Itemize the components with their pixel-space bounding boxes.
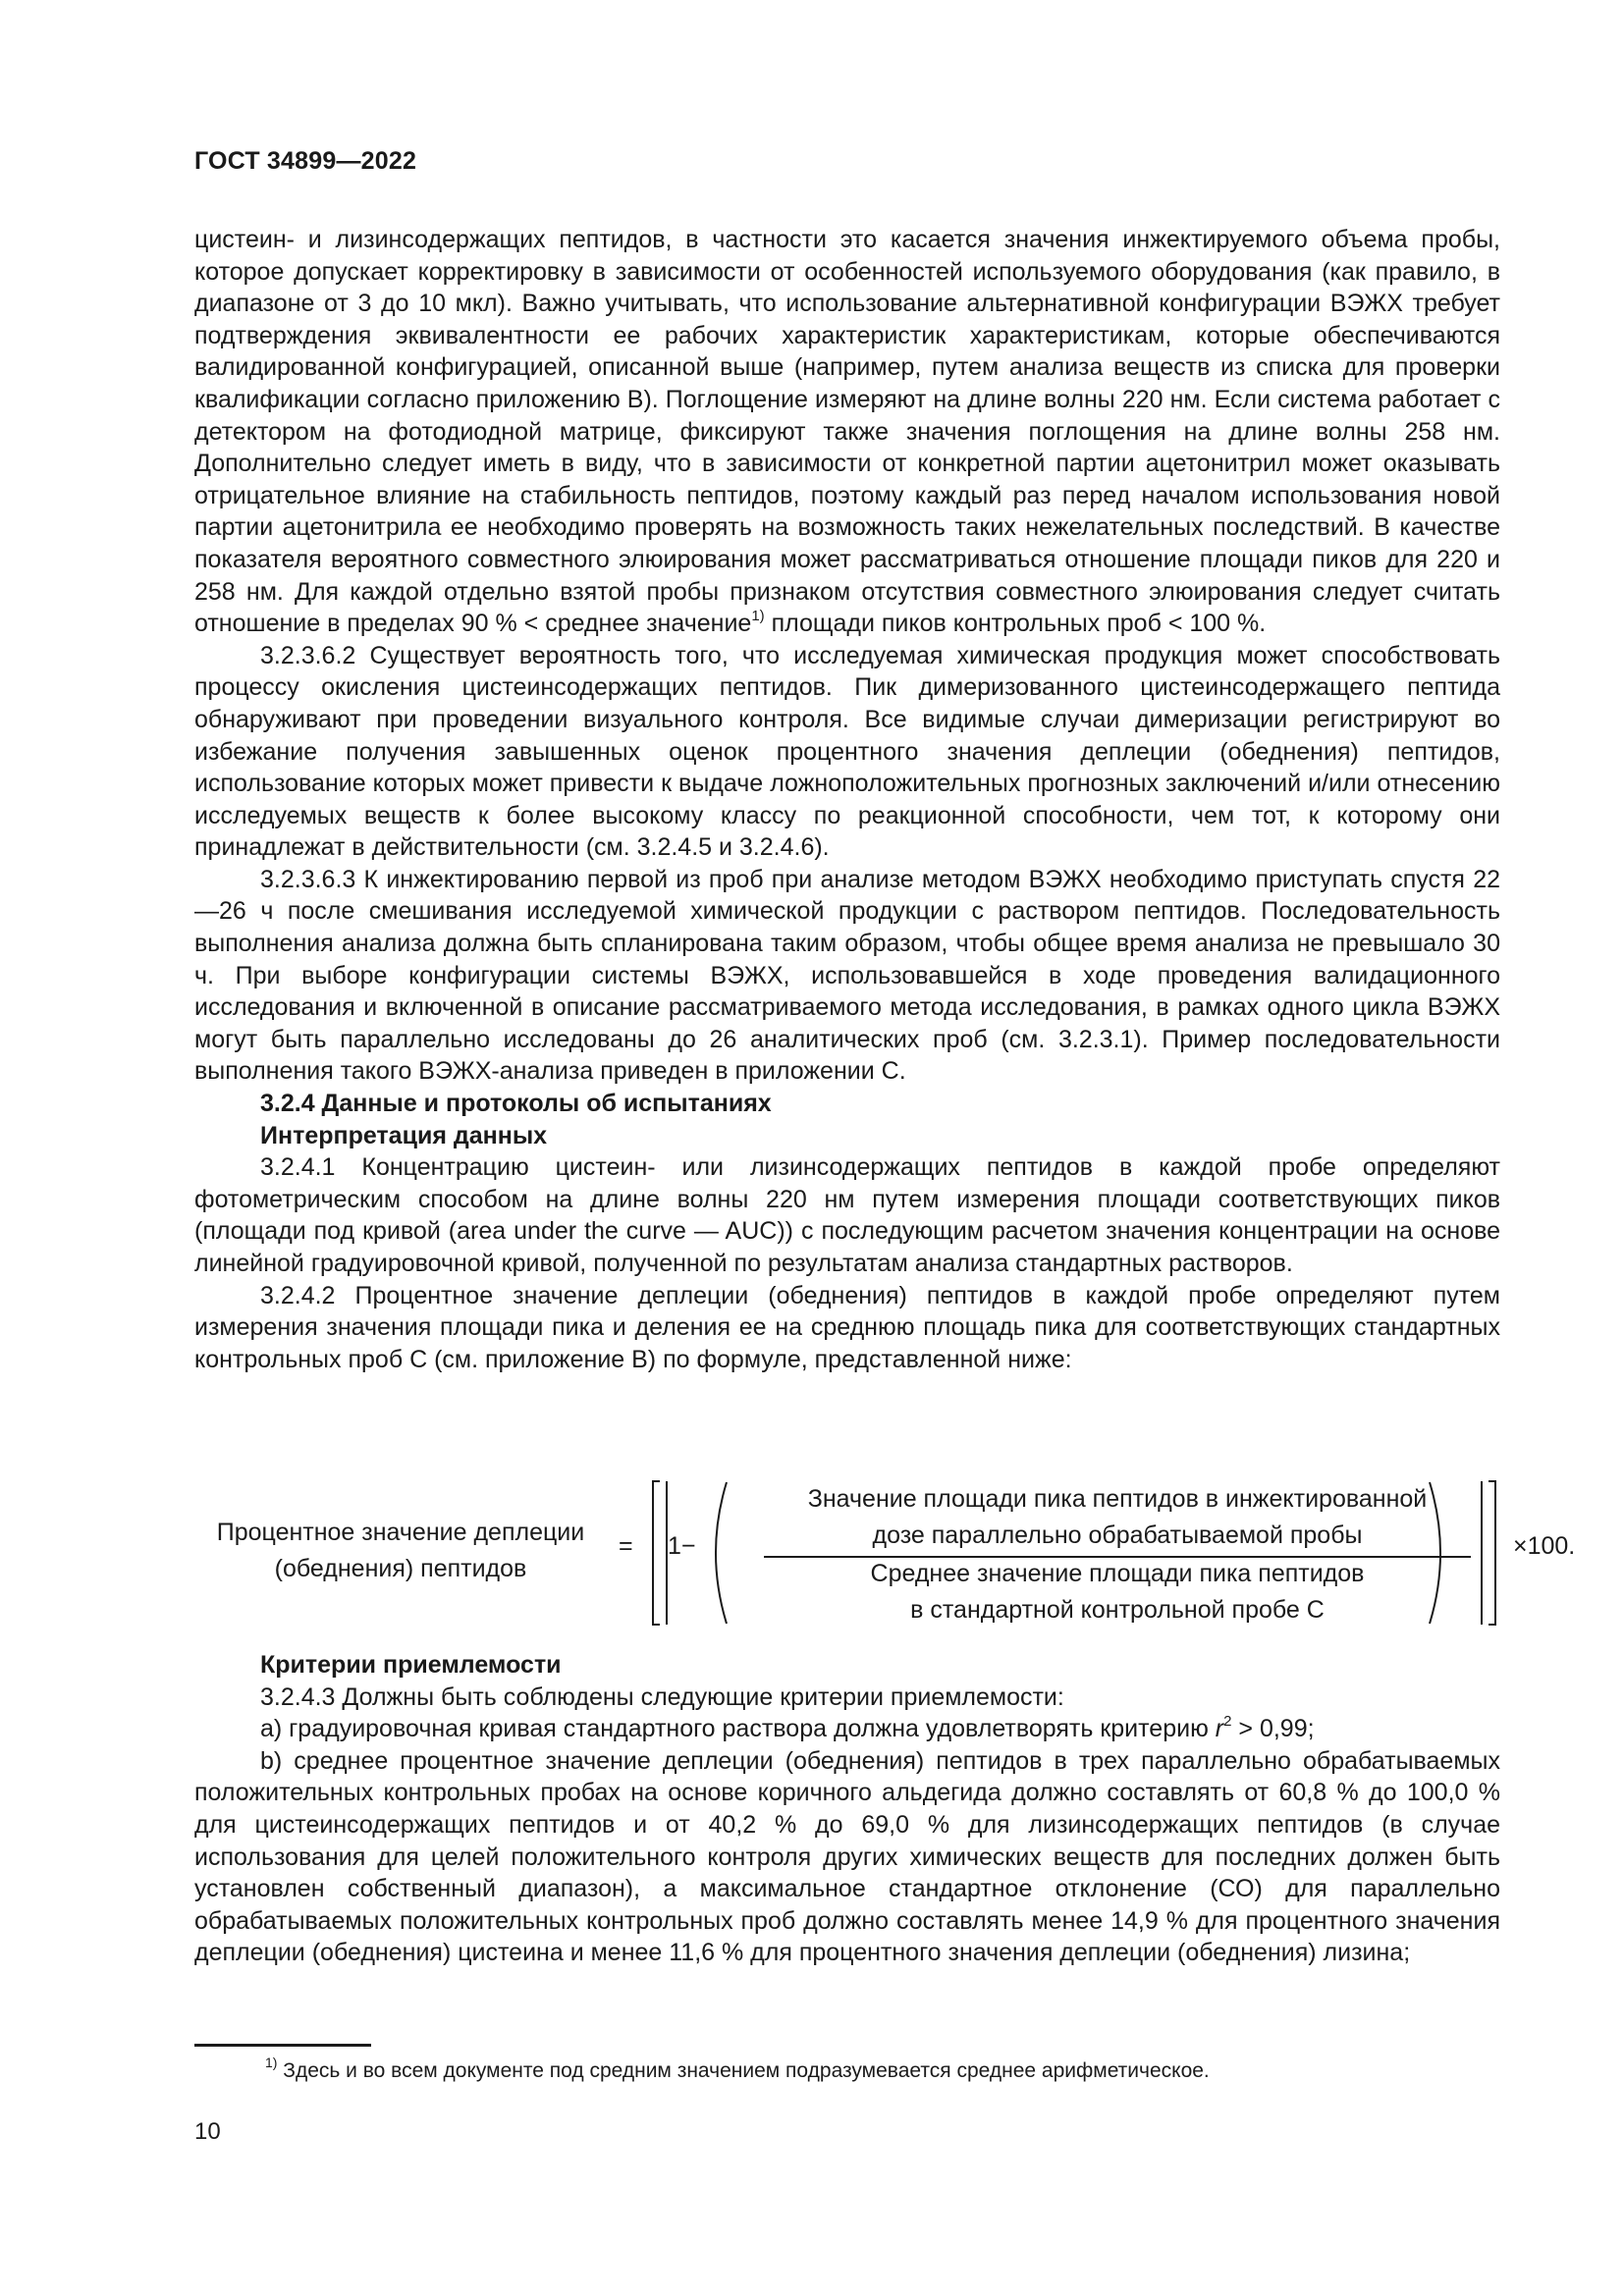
criterion-a: a) градуировочная кривая стандартного раствора должна удовлетворять критерию $r^2 > 0,99$; bbox=[260, 1712, 1315, 1743]
paragraph-3-2-3-6-2: 3.2.3.6.2 Существует вероятность того, что исследуемая химическая продукция может способствовать процессу окисления цистеинсодержащих пептидов. Пик димеризованного цистеинсодержащего пептида обнаруживают при проведении визуального контроля. Все видимые случаи димеризации регистрируют во избежание получения завышенных оценок процентного значения деплеции (обеднения) пептидов, использование которых может привести к выдаче ложноположительных прогнозных заключений и/или отнесению исследуемых веществ к более высокому классу по реакционной способности, чем тот, к которому они принадлежат в действительности (см. 3.2.4.5 и 3.2.4.6). bbox=[194, 641, 1500, 862]
formula-label: Процентное значение деплеции (обеднения) пептидов bbox=[216, 1519, 585, 1582]
paragraph-3-2-4-2: 3.2.4.2 Процентное значение деплеции (обеднения) пептидов в каждой пробе определяют путем измерения значения площади пика и деления ее на среднюю площадь пика для соответствующих стандартных контрольных проб С (см. приложение В) по формуле, представленной ниже: bbox=[194, 1281, 1500, 1373]
standard-number-header: ГОСТ 34899—2022 bbox=[194, 147, 417, 175]
outer-left-bracket bbox=[653, 1481, 660, 1625]
paragraph-continuation: цистеин- и лизинсодержащих пептидов, в частности это касается значения инжектируемого объема пробы, которое допускает корректировку в зависимости от особенностей используемого оборудования (как правило, в диапазоне от 3 до 10 мкл). Важно учитывать, что использование альтернативной конфигурации ВЭЖХ требует подтверждения эквивалентности ее рабочих характеристик характеристикам, которые обеспечиваются валидированной конфигурацией, описанной выше (например, путем анализа веществ из списка для проверки квалификации согласно приложению В). Поглощение измеряют на длине волны 220 нм. Если система работает с детектором на фотодиодной матрице, фиксируют также значения поглощения на длине волны 258 нм. Дополнительно следует иметь в виду, что в зависимости от конкретной партии ацетонитрил может оказывать отрицательное влияние на стабильность пептидов, поэтому каждый раз перед началом использования новой партии ацетонитрила ее необходимо проверять на возможность таких нежелательных последствий. В качестве показателя вероятного совместного элюирования может рассматриваться отношение площади пиков для 220 и 258 нм. Для каждой отдельно взятой пробы признаком отсутствия совместного элюирования следует считать отношение в пределах 90 % < среднее значение$^{1)}$ площади пиков контрольных проб < 100 %. bbox=[194, 226, 1500, 638]
right-paren bbox=[1430, 1482, 1440, 1624]
body-text-continued bbox=[194, 1649, 1500, 1969]
paragraph-3-2-4-3: 3.2.4.3 Должны быть соблюдены следующие критерии приемлемости: bbox=[260, 1682, 1064, 1711]
subheading-data-interpretation: Интерпретация данных bbox=[260, 1121, 548, 1149]
formula-brackets bbox=[194, 1479, 1500, 1627]
footnote: $^{1)}$ Здесь и во всем документе под средним значением подразумевается среднее арифметическое. bbox=[265, 2055, 1210, 2082]
formula-denominator: Среднее значение площади пика пептидов в стандартной контрольной пробе С bbox=[870, 1560, 1365, 1624]
formula-equals: = bbox=[619, 1532, 633, 1560]
section-heading-3-2-4: 3.2.4 Данные и протоколы об испытаниях bbox=[260, 1090, 772, 1118]
paragraph-3-2-4-1: 3.2.4.1 Концентрацию цистеин- или лизинсодержащих пептидов в каждой пробе определяют фотометрическим способом на длине волны 220 нм путем измерения площади соответствующих пиков (площади под кривой (area under the curve — AUC)) с последующим расчетом значения концентрации на основе линейной градуировочной кривой, полученной по результатам анализа стандартных растворов. bbox=[194, 1153, 1500, 1277]
formula-one-minus: 1− bbox=[668, 1532, 696, 1560]
criterion-b: b) среднее процентное значение деплеции (обеднения) пептидов в трех параллельно обрабатываемых положительных контрольных пробах на основе коричного альдегида должно составлять от 60,8 % до 100,0 % для цистеинсодержащих пептидов и от 40,2 % до 69,0 % для лизинсодержащих пептидов (в случае использования для целей положительного контроля других химических веществ для последних должен быть установлен собственный диапазон), а максимальное стандартное отклонение (СО) для параллельно обрабатываемых положительных контрольных проб должно составлять менее 14,9 % для процентного значения деплеции (обеднения) цистеина и менее 11,6 % для процентного значения деплеции (обеднения) лизина; bbox=[194, 1746, 1500, 1967]
page-number: 10 bbox=[194, 2118, 221, 2145]
footnote-rule bbox=[194, 2044, 371, 2047]
body-text bbox=[194, 224, 1500, 1375]
subheading-acceptance-criteria: Критерии приемлемости bbox=[260, 1651, 562, 1679]
outer-right-bracket bbox=[1489, 1481, 1495, 1625]
footnote-ref: 1) bbox=[751, 607, 765, 624]
formula-numerator: Значение площади пика пептидов в инжектированной дозе параллельно обрабатываемой пробы bbox=[807, 1485, 1428, 1549]
formula-multiplier: ×100. bbox=[1513, 1532, 1576, 1560]
paragraph-3-2-3-6-3: 3.2.3.6.3 К инжектированию первой из проб при анализе методом ВЭЖХ необходимо приступать спустя 22—26 ч после смешивания исследуемой химической продукции с раствором пептидов. Последовательность выполнения анализа должна быть спланирована таким образом, чтобы общее время анализа не превышало 30 ч. При выборе конфигурации системы ВЭЖХ, использовавшейся в ходе проведения валидационного исследования и включенной в описание рассматриваемого метода исследования, в рамках одного цикла ВЭЖХ могут быть параллельно исследованы до 26 аналитических проб (см. 3.2.3.1). Пример последовательности выполнения такого ВЭЖХ-анализа приведен в приложении С. bbox=[194, 865, 1500, 1086]
depletion-formula bbox=[194, 1479, 1576, 1627]
left-paren bbox=[716, 1482, 727, 1624]
